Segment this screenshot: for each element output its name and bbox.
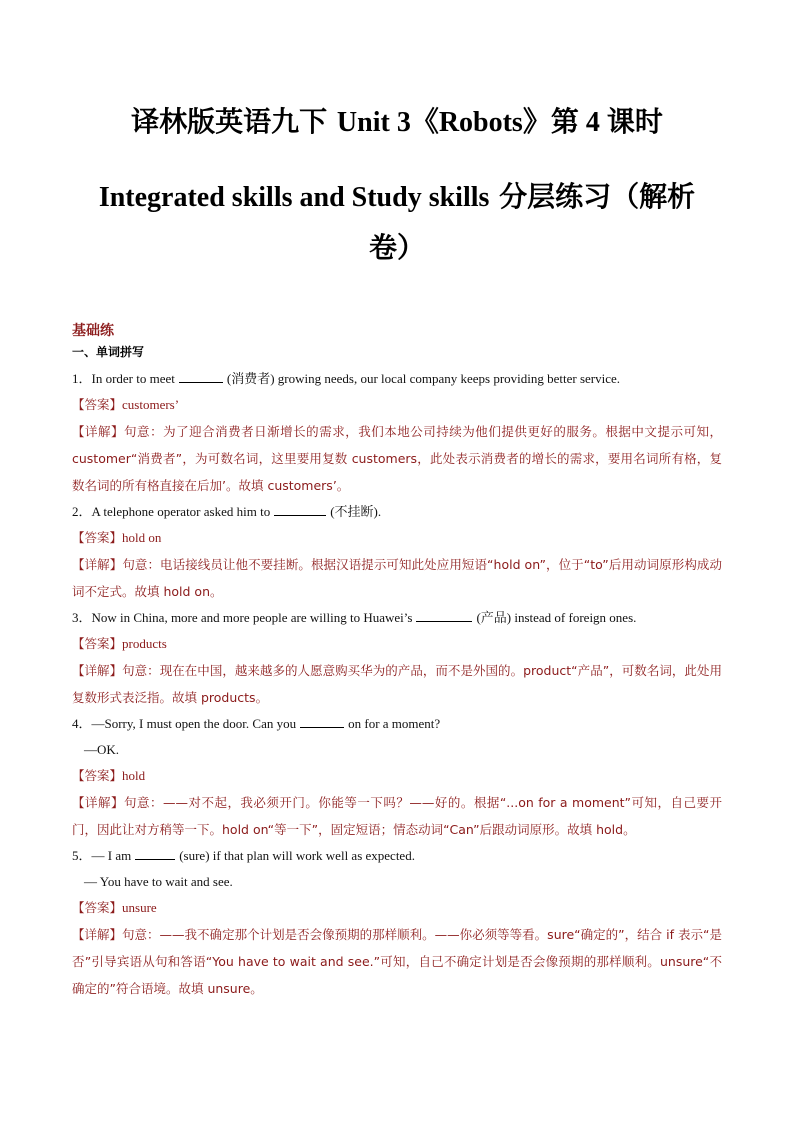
answer-blank: [300, 715, 344, 728]
title-lesson: Integrated skills and Study skills: [98, 182, 490, 213]
answer-5: 【答案】unsure: [72, 900, 157, 915]
question-4-reply: —OK.: [84, 742, 120, 757]
answer-1: 【答案】customers’: [72, 397, 180, 412]
answer-blank: [135, 847, 175, 860]
detail-2: 【详解】句意：电话接线员让他不要挂断。根据汉语提示可知此处应用短语“hold on”，位于“to”后用动词原形构成动词不定式。故填 hold on。: [72, 557, 722, 599]
title-cn: 译林版英语九下: [131, 105, 328, 138]
detail-4: 【详解】句意：——对不起，我必须开门。你能等一下吗？——好的。根据“...on for a moment”可知，自己要开门，因此让对方稍等一下。hold on“等一下”，固定短语；情态动词“Can”后跟动词原形。故填 hold。: [72, 795, 722, 837]
section-heading: 基础练: [72, 323, 114, 339]
answer-blank: [416, 609, 472, 622]
title-type: 分层练习（解析: [499, 180, 696, 213]
answer-blank: [274, 503, 326, 516]
answer-3: 【答案】products: [72, 636, 167, 651]
exercise-list: [72, 366, 722, 1002]
answer-2: 【答案】hold on: [72, 530, 162, 545]
title-line-3: 卷）: [368, 231, 425, 264]
title-line-2: [0, 177, 794, 218]
detail-5: 【详解】句意：——我不确定那个计划是否会像预期的那样顺利。——你必须等等看。sure“确定的”，结合 if 表示“是否”引导宾语从句和答语“You have to wait and see.”可知，自己不确定计划是否会像预期的那样顺利。unsure“不确定的”符合语境。故填 unsure。: [72, 927, 722, 996]
detail-3: 【详解】句意：现在在中国，越来越多的人愿意购买华为的产品，而不是外国的。product“产品”，可数名词，此处用复数形式表泛指。故填 products。: [72, 663, 722, 705]
question-4: 4．—Sorry, I must open the door. Can you on for a moment?: [72, 716, 441, 731]
question-5-reply: — You have to wait and see.: [84, 874, 233, 889]
answer-blank: [179, 370, 223, 383]
question-1: 1．In order to meet (消费者) growing needs, our local company keeps providing better service.: [72, 371, 621, 386]
subsection-heading: 一、单词拼写: [72, 345, 145, 359]
question-5: 5．— I am (sure) if that plan will work well as expected.: [72, 848, 415, 863]
title-line-1: [0, 102, 794, 143]
question-3: 3．Now in China, more and more people are willing to Huawei’s (产品) instead of foreign ones.: [72, 610, 637, 625]
detail-1: 【详解】句意：为了迎合消费者日渐增长的需求，我们本地公司持续为他们提供更好的服务。根据中文提示可知，customer“消费者”，为可数名词，这里要用复数 customers，此处表示消费者的增长的需求，要用名词所有格，复数名词的所有格直接在后加’。故填 customers’。: [72, 424, 722, 493]
question-2: 2．A telephone operator asked him to (不挂断).: [72, 504, 382, 519]
title-unit: Unit 3《Robots》第 4 课时: [336, 107, 663, 138]
answer-4: 【答案】hold: [72, 768, 146, 783]
